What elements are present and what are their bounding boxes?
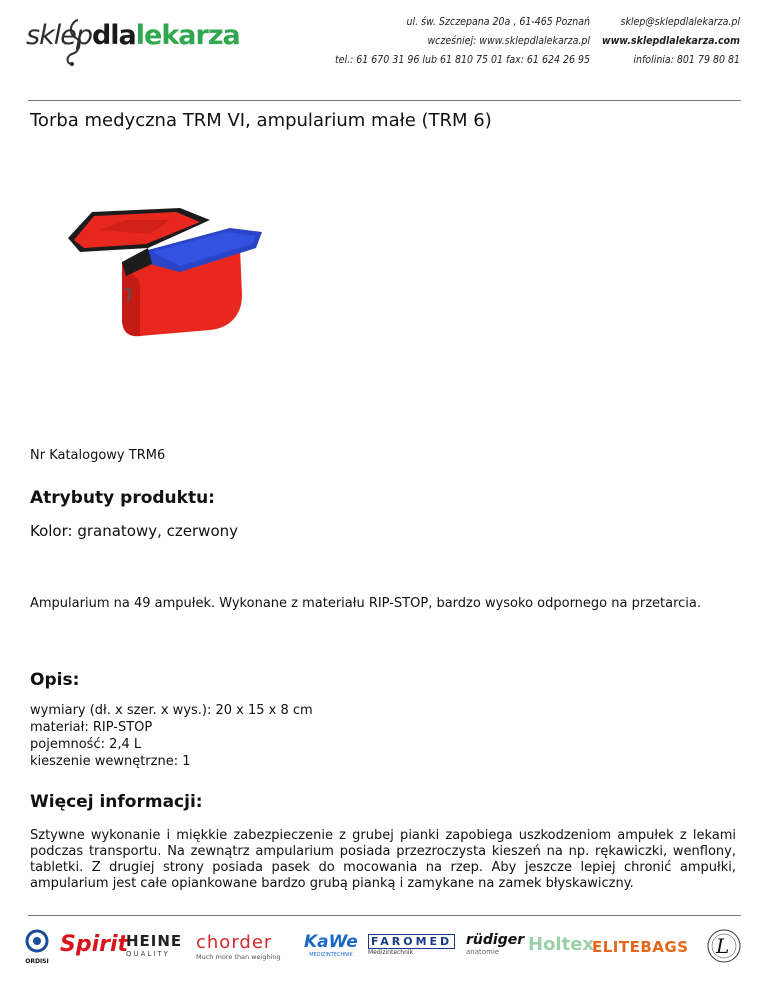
brand-rudiger[interactable] bbox=[466, 932, 524, 956]
kawe-sub-label: MEDIZINTECHNIK bbox=[309, 952, 353, 958]
brand-littmann[interactable] bbox=[706, 928, 742, 968]
logo-text-sklep: sklep bbox=[26, 20, 92, 51]
heine-label: HEINE bbox=[126, 932, 183, 950]
more-info-heading: Więcej informacji: bbox=[30, 792, 203, 812]
brand-kawe[interactable] bbox=[304, 932, 358, 958]
spec-capacity: pojemność: 2,4 L bbox=[30, 737, 142, 752]
website-link[interactable]: www.sklepdlalekarza.com bbox=[601, 35, 740, 47]
email-link[interactable]: sklep@sklepdlalekarza.pl bbox=[620, 16, 740, 28]
footer-divider bbox=[28, 915, 741, 916]
brand-elitebags[interactable]: ELITEBAGS bbox=[592, 938, 689, 956]
spec-pockets: kieszenie wewnętrzne: 1 bbox=[30, 754, 191, 769]
product-image bbox=[30, 190, 290, 360]
contact-block-address bbox=[335, 13, 590, 70]
ordisi-label: ORDISI bbox=[25, 958, 49, 965]
catalog-number: Nr Katalogowy TRM6 bbox=[30, 448, 166, 463]
spec-material: materiał: RIP-STOP bbox=[30, 720, 153, 735]
faromed-label: FAROMED bbox=[368, 934, 455, 949]
littmann-label: L bbox=[716, 934, 730, 958]
chorder-label: chorder bbox=[196, 932, 273, 953]
phone-text: tel.: 61 670 31 96 lub 61 810 75 01 fax: 61 624 26 95 bbox=[334, 54, 590, 66]
address-text: ul. św. Szczepana 20a , 61-465 Poznań bbox=[406, 16, 590, 28]
description-heading: Opis: bbox=[30, 670, 80, 690]
more-info-text: Sztywne wykonanie i miękkie zabezpieczenie z grubej pianki zapobiega uszkodzeniom ampułek z lekami podczas transportu. Na zewnątrz ampularium posiada przezroczysta kieszeń na np. rękawiczki, wenflony, tabletki. Z drugiej strony posiada pasek do mocowania na rzep. Aby jeszcze lepiej chronić ampułki, ampularium jest całe opiankowane bardzo grubą pianką i zamykane na zamek błyskawiczny. bbox=[30, 828, 736, 891]
brand-chorder[interactable] bbox=[196, 932, 281, 961]
heine-sub-label: QUALITY bbox=[126, 950, 170, 958]
product-title: Torba medyczna TRM VI, ampularium małe (TRM 6) bbox=[30, 110, 492, 131]
site-logo[interactable] bbox=[26, 20, 240, 51]
specs-list bbox=[30, 702, 313, 770]
page-header bbox=[0, 0, 768, 100]
color-attribute: Kolor: granatowy, czerwony bbox=[30, 522, 239, 540]
brand-ordisi[interactable] bbox=[24, 928, 50, 965]
brand-heine[interactable] bbox=[126, 932, 182, 958]
logo-text-lekarza: lekarza bbox=[135, 20, 240, 51]
ordisi-logo-icon bbox=[25, 928, 49, 954]
faromed-sub-label: Medizintechnik bbox=[368, 949, 414, 956]
brand-logos-footer bbox=[0, 922, 768, 972]
header-divider bbox=[28, 100, 741, 101]
contact-block-online bbox=[602, 13, 740, 70]
hotline-text: infolinia: 801 79 80 81 bbox=[633, 54, 740, 66]
rudiger-sub-label: anatomie bbox=[466, 948, 500, 956]
brand-holtex[interactable]: Holtex bbox=[528, 934, 595, 955]
logo-text-dla: dla bbox=[91, 20, 136, 51]
brand-faromed[interactable] bbox=[368, 934, 455, 956]
kawe-label: KaWe bbox=[304, 932, 358, 952]
attributes-heading: Atrybuty produktu: bbox=[30, 488, 215, 508]
old-website-text: wcześniej: www.sklepdlalekarza.pl bbox=[427, 35, 590, 47]
short-description: Ampularium na 49 ampułek. Wykonane z materiału RIP-STOP, bardzo wysoko odpornego na przetarcia. bbox=[30, 596, 701, 611]
chorder-sub-label: Much more than weighing bbox=[196, 953, 281, 961]
rudiger-label: rüdiger bbox=[466, 932, 525, 948]
spec-dimensions: wymiary (dł. x szer. x wys.): 20 x 15 x 8 cm bbox=[30, 703, 313, 718]
brand-spirit[interactable]: Spirit bbox=[60, 932, 129, 957]
